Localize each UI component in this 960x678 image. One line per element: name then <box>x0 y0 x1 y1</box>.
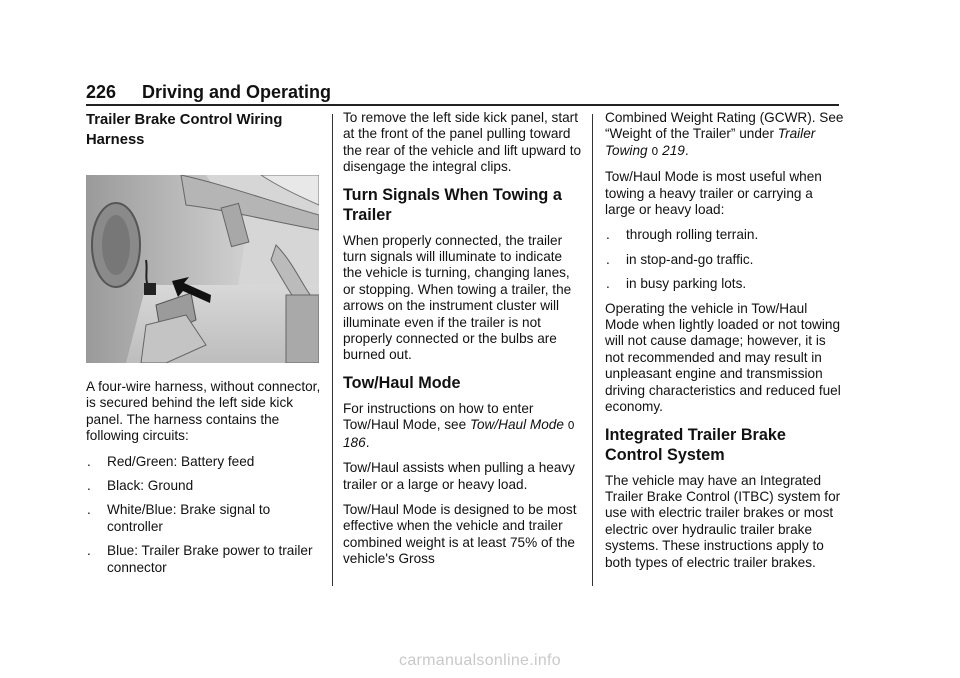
circuit-list <box>86 454 326 576</box>
list-item <box>86 454 326 470</box>
circuit-text: Black: Ground <box>107 478 194 494</box>
text-run: . <box>365 434 370 450</box>
column-1 <box>86 110 326 584</box>
condition-text: in stop-and-go traffic. <box>626 251 754 267</box>
tow-haul-heading: Tow/Haul Mode <box>343 373 461 392</box>
column-2 <box>343 110 583 577</box>
column-3 <box>605 110 845 580</box>
trailer-towing-link[interactable]: Trailer Towing <box>605 126 816 158</box>
tow-haul-instructions <box>343 401 583 451</box>
list-item <box>86 502 326 535</box>
tow-haul-assists: Tow/Haul assists when pulling a heavy trailer or a large or heavy load. <box>343 460 575 492</box>
turn-signals-paragraph: When properly connected, the trailer turn signals will illuminate to indicate the vehicle is turning, changing lanes, or stopping. When towing a trailer, the arrows on the instrument cluster will illuminate even if the trailer is not properly connected or the bulbs are burned out. <box>343 232 572 363</box>
text-run: . <box>684 142 689 158</box>
list-item <box>605 276 845 292</box>
column-divider <box>592 114 593 586</box>
list-item <box>605 227 845 243</box>
itbc-heading: Integrated Trailer Brake Control System <box>605 425 786 464</box>
bullet: . <box>606 276 610 292</box>
page-ref-icon: 0 <box>567 419 575 433</box>
condition-text: through rolling terrain. <box>626 227 759 243</box>
page-number: 226 <box>86 82 117 102</box>
bullet: . <box>87 478 91 494</box>
page-header <box>86 82 839 104</box>
page-ref-number[interactable]: 186 <box>343 434 366 450</box>
bullet: . <box>87 453 91 469</box>
gcwr-paragraph <box>605 110 845 160</box>
harness-heading: Trailer Brake Control Wiring Harness <box>86 112 283 148</box>
unloaded-paragraph: Operating the vehicle in Tow/Haul Mode when lightly loaded or not towing will not cause damage; however, it is not recommended and may result in unpleasant engine and transmission driving characteristics and reduced fuel economy. <box>605 300 841 415</box>
circuit-text: Blue: Trailer Brake power to trailer connector <box>107 543 313 575</box>
tow-haul-design: Tow/Haul Mode is designed to be most effective when the vehicle and trailer combined weight is at least 75% of the vehicle's Gross <box>343 501 577 567</box>
list-item <box>86 478 326 494</box>
useful-paragraph: Tow/Haul Mode is most useful when towing a heavy trailer or carrying a large or heavy load: <box>605 169 822 218</box>
column-divider <box>332 114 333 586</box>
text-run: Combined Weight Rating (GCWR). See “Weight of the Trailer” under <box>605 110 844 142</box>
bullet: . <box>606 227 610 243</box>
kick-panel-paragraph: To remove the left side kick panel, start at the front of the panel pulling toward the rear of the vehicle and lift upward to disengage the integral clips. <box>343 110 582 175</box>
tow-haul-link[interactable]: Tow/Haul Mode <box>469 417 564 433</box>
circuit-text: White/Blue: Brake signal to controller <box>107 502 271 534</box>
section-title: Driving and Operating <box>142 82 332 102</box>
itbc-paragraph: The vehicle may have an Integrated Trailer Brake Control (ITBC) system for use with electric trailer brakes or most electric over hydraulic trailer brake systems. These instructions apply to both types of electric trailer brakes. <box>605 472 841 570</box>
conditions-list <box>605 227 845 292</box>
condition-text: in busy parking lots. <box>626 276 747 292</box>
watermark: carmanualsonline.info <box>399 652 561 669</box>
page-ref-icon: 0 <box>651 144 659 158</box>
bullet: . <box>87 502 91 518</box>
turn-signals-heading: Turn Signals When Towing a Trailer <box>343 185 562 224</box>
page-ref-number[interactable]: 219 <box>662 142 685 158</box>
kick-panel-drawing <box>86 175 319 363</box>
text-run: For instructions on how to enter Tow/Haul Mode, see <box>343 400 534 433</box>
harness-illustration <box>86 175 319 363</box>
list-item <box>86 543 326 576</box>
harness-intro: A four-wire harness, without connector, is secured behind the left side kick panel. The harness contains the following circuits: <box>86 379 321 444</box>
bullet: . <box>606 251 610 267</box>
list-item <box>605 252 845 268</box>
header-rule <box>86 104 839 106</box>
bullet: . <box>87 543 91 559</box>
circuit-text: Red/Green: Battery feed <box>107 453 255 469</box>
